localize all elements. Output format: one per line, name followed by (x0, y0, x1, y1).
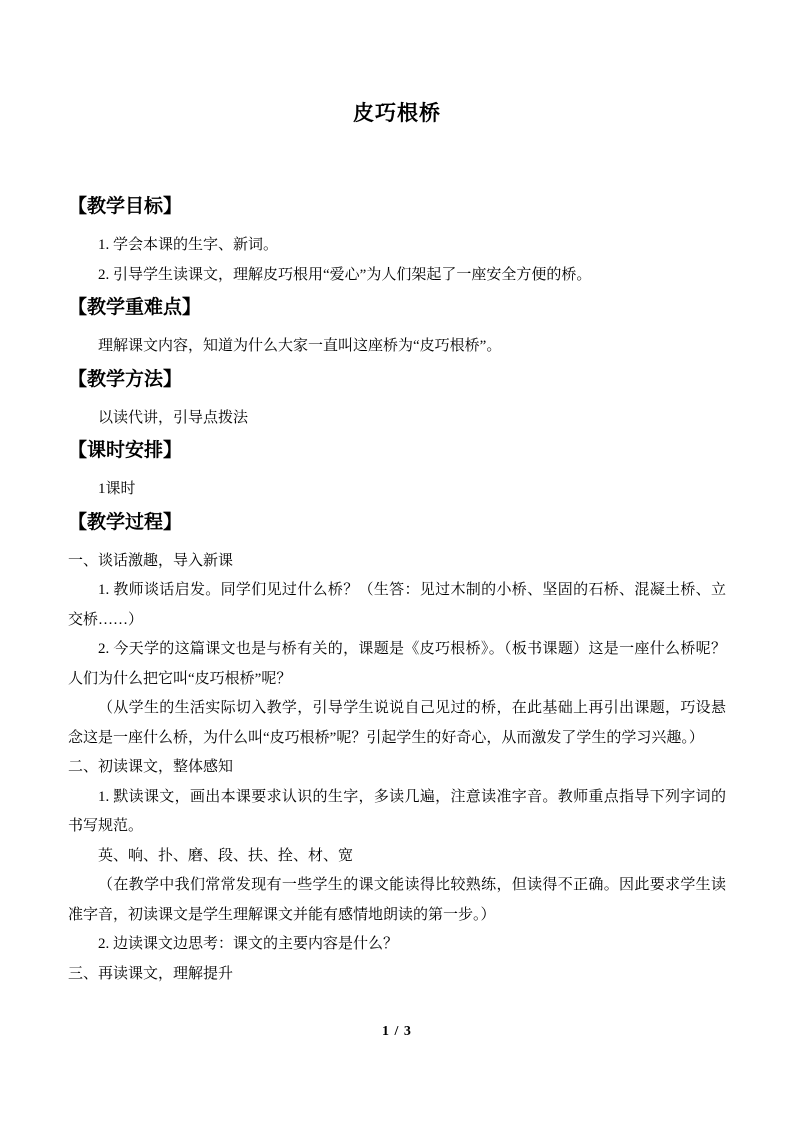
paragraph: 2. 引导学生读课文，理解皮巧根用“爱心”为人们架起了一座安全方便的桥。 (98, 266, 592, 283)
paragraph: 英、响、扑、磨、段、扶、拴、材、宽 (98, 847, 354, 864)
section-heading: 【教学方法】 (68, 368, 183, 390)
paragraph: 2. 边读课文边思考：课文的主要内容是什么？ (98, 936, 399, 952)
paragraph: 1. 学会本课的生字、新词。 (98, 237, 279, 253)
page-number: 1 / 3 (382, 1024, 412, 1039)
section-heading: 【教学重难点】 (68, 297, 202, 318)
section-heading: 【课时安排】 (68, 440, 183, 461)
paragraph: 1课时 (98, 481, 136, 497)
document-title: 皮巧根桥 (353, 101, 441, 125)
paragraph: 1. 教师谈话启发。同学们见过什么桥？（生答：见过木制的小桥、坚固的石桥、混凝土桥、立交桥……） (68, 582, 726, 628)
sub-section-heading: 二、初读课文，整体感知 (68, 759, 234, 775)
section-heading: 【教学目标】 (68, 196, 183, 217)
section-heading: 【教学过程】 (68, 511, 183, 533)
paragraph: 1. 默读课文，画出本课要求认识的生字，多读几遍，注意读准字音。教师重点指导下列字词的书写规范。 (68, 788, 726, 834)
sub-section-heading: 一、谈话激趣，导入新课 (68, 552, 234, 569)
sub-section-heading: 三、再读课文，理解提升 (68, 965, 234, 982)
paragraph: （在教学中我们常常发现有一些学生的课文能读得比较熟练，但读得不正确。因此要求学生读准字音，初读课文是学生理解课文并能有感情地朗读的第一步。） (68, 877, 726, 923)
document-body (68, 192, 726, 989)
paragraph: 以读代讲，引导点拨法 (98, 409, 249, 426)
paragraph: 2. 今天学的这篇课文也是与桥有关的，课题是《皮巧根桥》。（板书课题）这是一座什么桥呢？人们为什么把它叫“皮巧根桥”呢？ (68, 641, 726, 687)
paragraph: （从学生的生活实际切入教学，引导学生说说自己见过的桥，在此基础上再引出课题，巧设悬念这是一座什么桥，为什么叫“皮巧根桥”呢？引起学生的好奇心，从而激发了学生的学习兴趣。） (68, 700, 726, 746)
paragraph: 理解课文内容，知道为什么大家一直叫这座桥为“皮巧根桥”。 (98, 338, 502, 354)
